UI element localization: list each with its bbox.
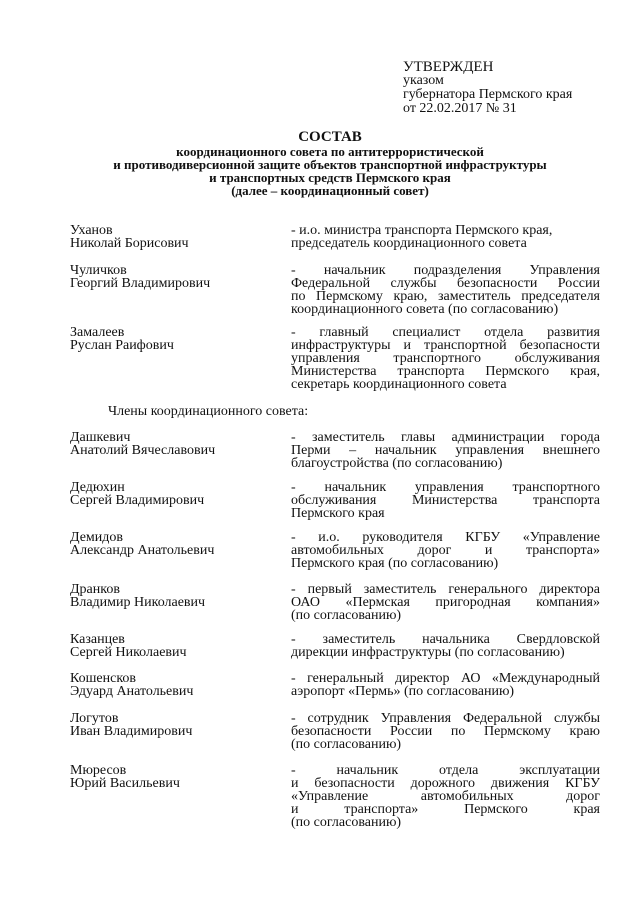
approval-title: УТВЕРЖДЕН	[403, 59, 494, 75]
member-given-name: Иван Владимирович	[70, 724, 193, 739]
role-line: - начальник подразделения Управления	[291, 263, 600, 278]
heading-line-3: и транспортных средств Пермского края	[209, 170, 451, 185]
role-line: безопасности России по Пермскому краю	[291, 724, 600, 739]
role-line: - и.о. руководителя КГБУ «Управление	[291, 530, 600, 545]
approval-line-3: от 22.02.2017 № 31	[403, 101, 517, 116]
member-surname: Замалеев	[70, 325, 125, 340]
role-line: Пермского края	[291, 506, 385, 521]
approval-line-1: указом	[403, 73, 444, 88]
member-given-name: Руслан Раифович	[70, 338, 174, 353]
member-surname: Кошенсков	[70, 671, 137, 686]
member-name	[70, 712, 280, 738]
role-line: - начальник управления транспортного	[291, 480, 600, 495]
role-line: аэропорт «Пермь» (по согласованию)	[291, 684, 515, 699]
role-line: управления транспортного обслуживания	[291, 351, 600, 366]
member-role	[291, 326, 600, 391]
member-role	[291, 583, 600, 622]
member-surname: Дедюхин	[70, 480, 125, 495]
member-name	[70, 583, 280, 609]
member-surname: Дранков	[70, 582, 120, 597]
member-given-name: Георгий Владимирович	[70, 276, 211, 291]
member-surname: Казанцев	[70, 632, 125, 647]
role-line: (по согласованию)	[291, 815, 402, 830]
member-surname: Демидов	[70, 530, 124, 545]
role-line: (по согласованию)	[291, 608, 402, 623]
role-line: председатель координационного совета	[291, 236, 527, 251]
heading-title: СОСТАВ	[298, 129, 362, 145]
role-line: «Управление автомобильных дорог	[291, 789, 600, 804]
role-line: - и.о. министра транспорта Пермского края,	[291, 223, 553, 238]
role-line: - заместитель главы администрации города	[291, 430, 600, 445]
member-role	[291, 264, 600, 316]
member-name	[70, 764, 280, 790]
members-heading: Члены координационного совета:	[108, 404, 309, 419]
member-role	[291, 672, 600, 698]
member-role	[291, 633, 600, 659]
member-name	[70, 326, 280, 352]
role-line: - главный специалист отдела развития	[291, 325, 600, 340]
heading-line-4: (далее – координационный совет)	[231, 183, 429, 198]
role-line: координационного совета (по согласованию)	[291, 302, 559, 317]
role-line: автомобильных дорог и транспорта»	[291, 543, 600, 558]
heading-line-2: и противодиверсионной защите объектов транспортной инфраструктуры	[113, 157, 547, 172]
approval-line-2: губернатора Пермского края	[403, 87, 573, 102]
role-line: и транспорта» Пермского края	[291, 802, 600, 817]
role-line: - начальник отдела эксплуатации	[291, 763, 600, 778]
member-given-name: Эдуард Анатольевич	[70, 684, 194, 699]
member-surname: Чуличков	[70, 263, 127, 278]
role-line: Пермского края (по согласованию)	[291, 556, 499, 571]
document-heading	[60, 129, 600, 197]
member-given-name: Сергей Владимирович	[70, 493, 205, 508]
member-name	[70, 431, 280, 457]
member-name	[70, 633, 280, 659]
role-line: ОАО «Пермская пригородная компания»	[291, 595, 600, 610]
role-line: инфраструктуры и транспортной безопасности	[291, 338, 600, 353]
role-line: Министерства транспорта Пермского края,	[291, 364, 600, 379]
member-name	[70, 224, 280, 250]
member-name	[70, 264, 280, 290]
role-line: по Пермскому краю, заместитель председателя	[291, 289, 600, 304]
member-role	[291, 481, 600, 520]
member-name	[70, 672, 280, 698]
role-line: Федеральной службы безопасности России	[291, 276, 600, 291]
member-role	[291, 431, 600, 470]
role-line: Перми – начальник управления внешнего	[291, 443, 600, 458]
role-line: - первый заместитель генерального директора	[291, 582, 600, 597]
heading-line-1: координационного совета по антитеррористической	[176, 144, 484, 159]
approval-block	[403, 60, 572, 116]
role-line: благоустройства (по согласованию)	[291, 456, 503, 471]
member-given-name: Александр Анатольевич	[70, 543, 215, 558]
member-given-name: Владимир Николаевич	[70, 595, 206, 610]
member-name	[70, 481, 280, 507]
member-given-name: Анатолий Вячеславович	[70, 443, 216, 458]
member-given-name: Юрий Васильевич	[70, 776, 180, 791]
member-given-name: Сергей Николаевич	[70, 645, 187, 660]
role-line: обслуживания Министерства транспорта	[291, 493, 600, 508]
member-surname: Мюресов	[70, 763, 127, 778]
member-role	[291, 224, 600, 250]
role-line: и безопасности дорожного движения КГБУ	[291, 776, 600, 791]
member-role	[291, 712, 600, 751]
member-name	[70, 531, 280, 557]
member-surname: Уханов	[70, 223, 113, 238]
role-line: - сотрудник Управления Федеральной службы	[291, 711, 600, 726]
member-given-name: Николай Борисович	[70, 236, 189, 251]
member-role	[291, 764, 600, 829]
member-surname: Логутов	[70, 711, 119, 726]
member-surname: Дашкевич	[70, 430, 131, 445]
role-line: - генеральный директор АО «Международный	[291, 671, 600, 686]
role-line: (по согласованию)	[291, 737, 402, 752]
role-line: - заместитель начальника Свердловской	[291, 632, 600, 647]
role-line: дирекции инфраструктуры (по согласованию)	[291, 645, 565, 660]
role-line: секретарь координационного совета	[291, 377, 507, 392]
member-role	[291, 531, 600, 570]
